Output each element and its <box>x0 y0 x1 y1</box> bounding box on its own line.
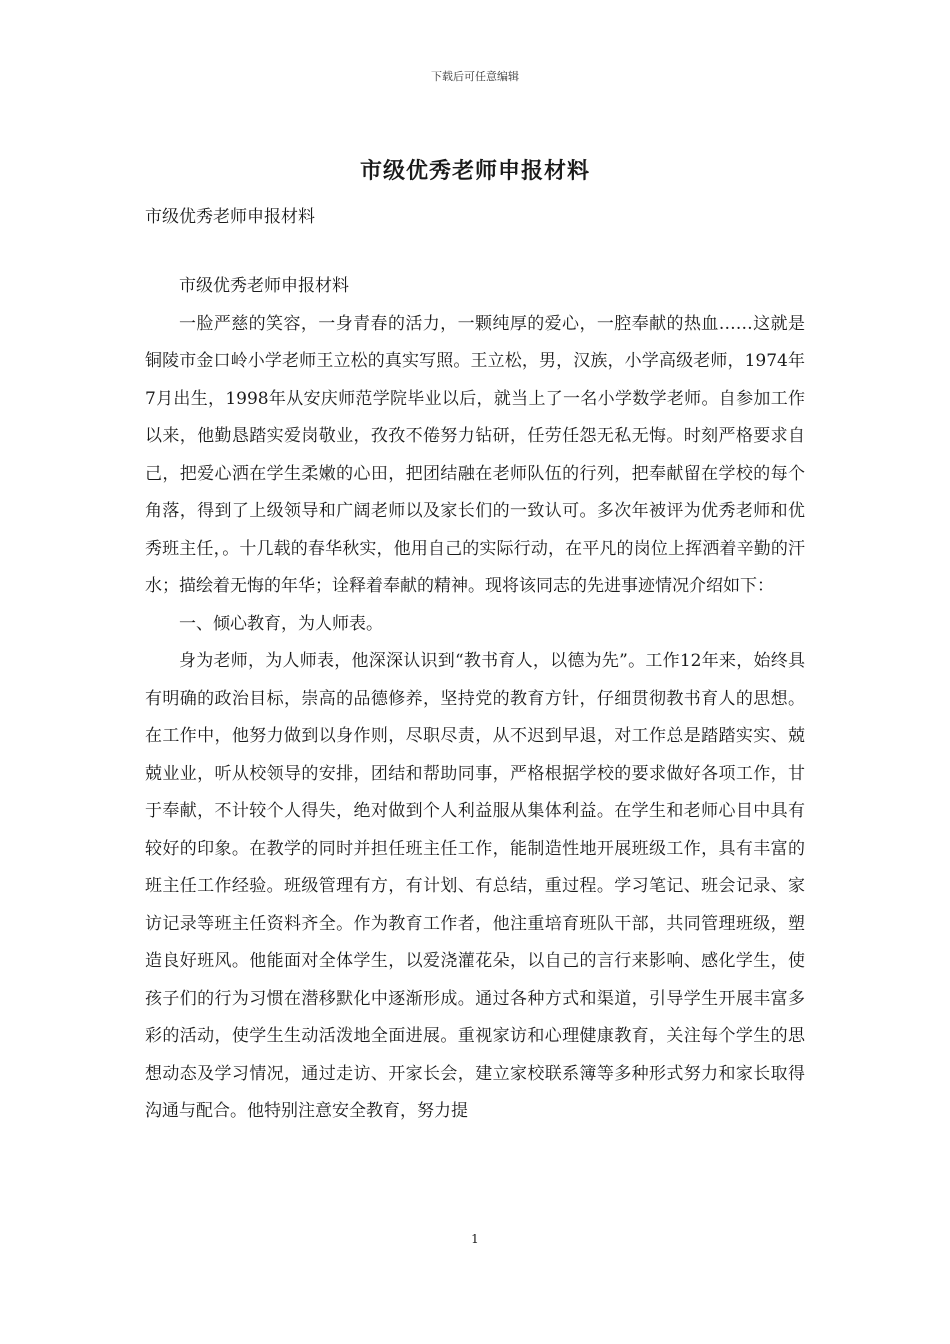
section-heading: 一、倾心教育，为人师表。 <box>179 613 383 634</box>
paragraph-intro: 一脸严慈的笑容，一身青春的活力，一颗纯厚的爱心，一腔奉献的热血……这就是铜陵市金口岭小学老师王立松的真实写照。王立松，男，汉族，小学高级老师，1974年7月出生，1998年从安庆师范学院毕业以后，就当上了一名小学数学老师。自参加工作以来，他勤恳踏实爱岗敬业，孜孜不倦努力钻研，任劳任怨无私无悔。时刻严格要求自己，把爱心洒在学生柔嫩的心田，把团结融在老师队伍的行列，把奉献留在学校的每个角落，得到了上级领导和广阔老师以及家长们的一致认可。多次年被评为优秀老师和优秀班主任，。十几载的春华秋实，他用自己的实际行动，在平凡的岗位上挥洒着辛勤的汗水；描绘着无悔的年华；诠释着奉献的精神。现将该同志的先进事迹情况介绍如下： <box>145 313 805 596</box>
document-subtitle: 市级优秀老师申报材料 <box>145 207 315 227</box>
paragraph-heading: 市级优秀老师申报材料 <box>179 276 349 296</box>
page-number: 1 <box>471 1232 479 1246</box>
document-title: 市级优秀老师申报材料 <box>359 158 590 184</box>
body-text <box>145 268 805 1131</box>
paragraph-section-one: 身为老师，为人师表，他深深认识到“教书育人，以德为先”。工作12年来，始终具有明确的政治目标，崇高的品德修养，坚持党的教育方针，仔细贯彻教书育人的思想。在工作中，他努力做到以身作则，尽职尽责，从不迟到早退，对工作总是踏踏实实、兢兢业业，听从校领导的安排，团结和帮助同事，严格根据学校的要求做好各项工作，甘于奉献，不计较个人得失，绝对做到个人利益服从集体利益。在学生和老师心目中具有较好的印象。在教学的同时并担任班主任工作，能制造性地开展班级工作，具有丰富的班主任工作经验。班级管理有方，有计划、有总结，重过程。学习笔记、班会记录、家访记录等班主任资料齐全。作为教育工作者，他注重培育班队干部，共同管理班级，塑造良好班风。他能面对全体学生，以爱浇灌花朵，以自己的言行来影响、感化学生，使孩子们的行为习惯在潜移默化中逐渐形成。通过各种方式和渠道，引导学生开展丰富多彩的活动，使学生生动活泼地全面进展。重视家访和心理健康教育，关注每个学生的思想动态及学习情况，通过走访、开家长会，建立家校联系簿等多种形式努力和家长取得沟通与配合。他特别注意安全教育，努力提 <box>145 651 805 1121</box>
header-note: 下载后可任意编辑 <box>431 70 519 83</box>
